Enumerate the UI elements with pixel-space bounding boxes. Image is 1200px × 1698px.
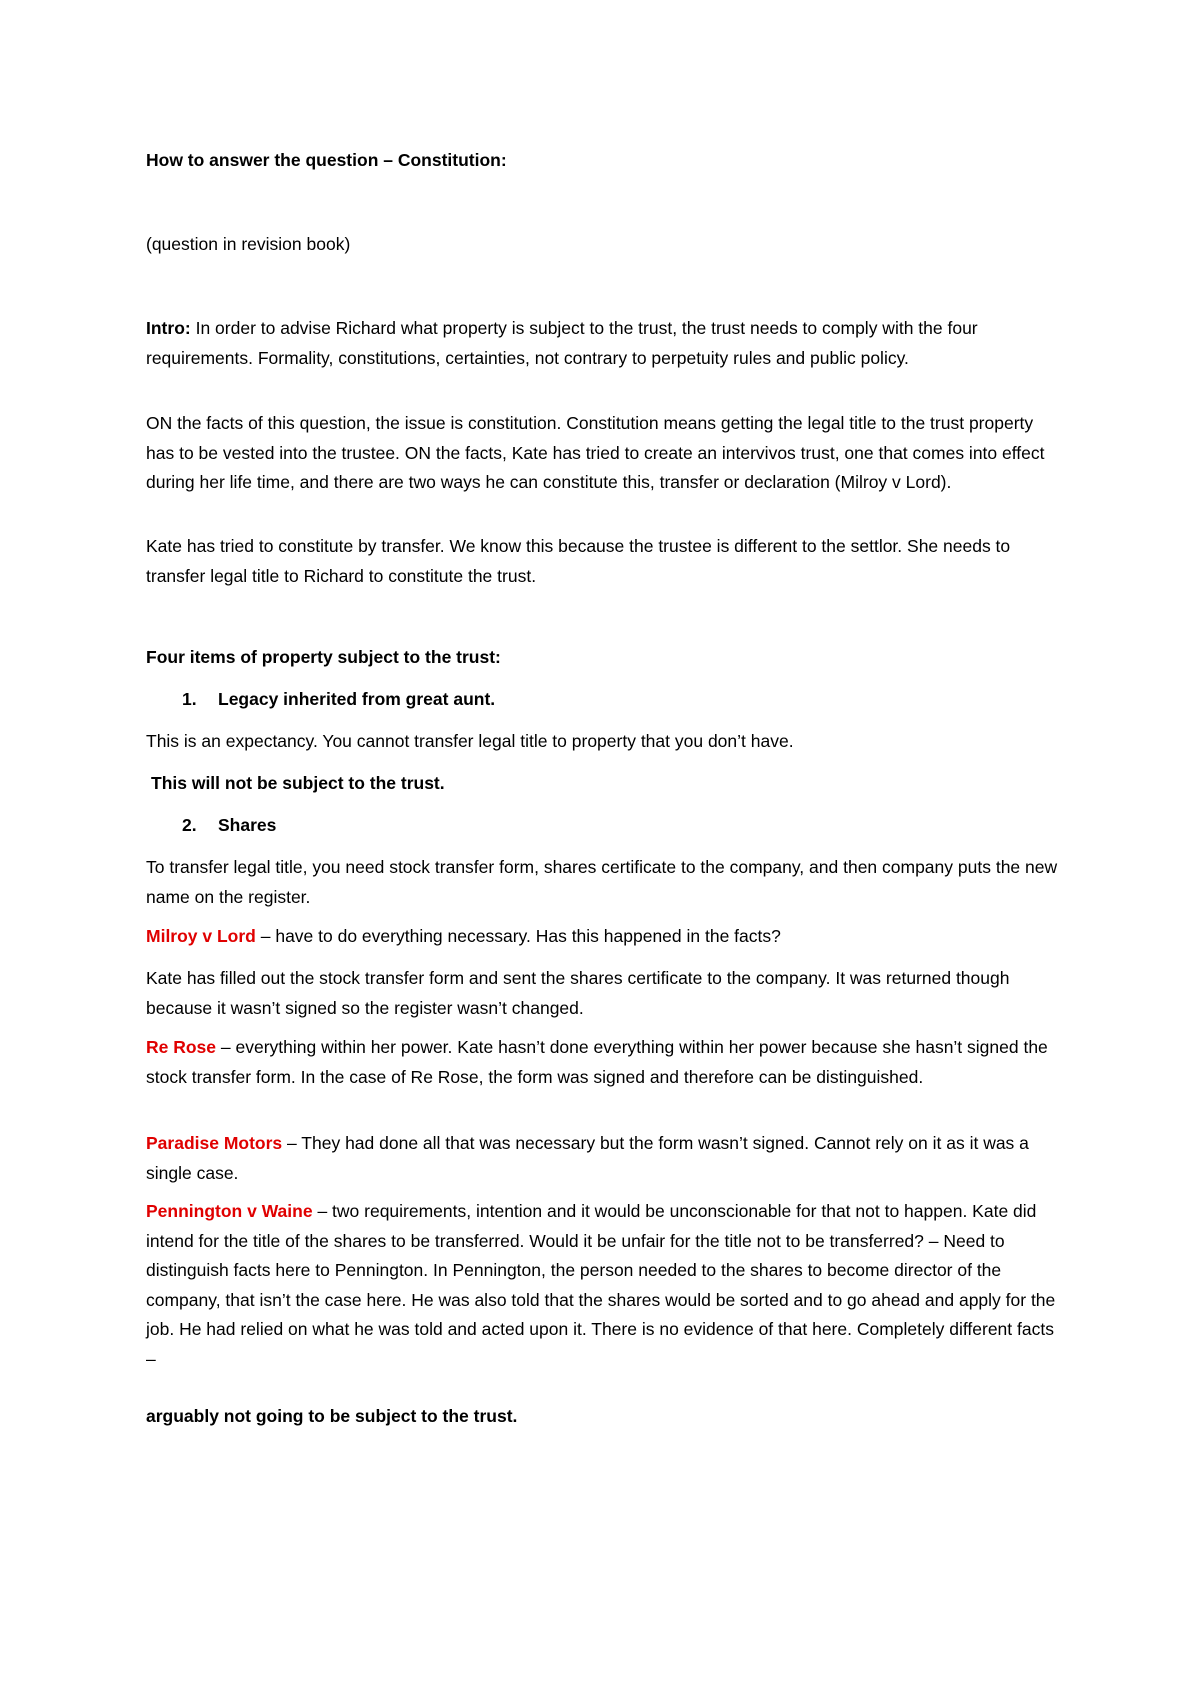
milroy-case-name: Milroy v Lord: [146, 926, 256, 946]
item2-text: To transfer legal title, you need stock transfer form, shares certificate to the company, and then company puts the new name on the register.: [146, 857, 1058, 907]
four-items-heading: Four items of property subject to the trust:: [146, 647, 501, 667]
item2-conclusion: arguably not going to be subject to the trust.: [146, 1406, 518, 1426]
item1-text: This is an expectancy. You cannot transfer legal title to property that you don’t have.: [146, 731, 794, 751]
document-subheading: (question in revision book): [146, 234, 351, 254]
item2-number: 2.: [182, 815, 197, 835]
item1-conclusion: This will not be subject to the trust.: [151, 773, 445, 793]
item1-title: Legacy inherited from great aunt.: [218, 689, 496, 709]
kate-filled-paragraph: Kate has filled out the stock transfer form and sent the shares certificate to the company. It was returned though because it wasn’t signed so the register wasn’t changed.: [146, 968, 1010, 1018]
kate-transfer-paragraph: Kate has tried to constitute by transfer. We know this because the trustee is different to the settlor. She needs to transfer legal title to Richard to constitute the trust.: [146, 536, 1011, 586]
rerose-case-name: Re Rose: [146, 1037, 217, 1057]
item2-title: Shares: [218, 815, 277, 835]
document-heading: How to answer the question – Constitution:: [146, 150, 507, 170]
intro-paragraph: [146, 314, 1066, 373]
milroy-text: – have to do everything necessary. Has this happened in the facts?: [255, 926, 781, 946]
pennington-case-name: Pennington v Waine: [146, 1201, 313, 1221]
item2-heading: [146, 811, 1066, 841]
item1-number: 1.: [182, 689, 197, 709]
paradise-case-name: Paradise Motors: [146, 1133, 283, 1153]
on-facts-paragraph: ON the facts of this question, the issue is constitution. Constitution means getting the legal title to the trust property has to be vested into the trustee. ON the facts, Kate has tried to create an intervivos trust, one that comes into effect during her life time, and there are two ways he can constitute this, transfer or declaration (Milroy v Lord).: [146, 413, 1045, 492]
pennington-text: – two requirements, intention and it would be unconscionable for that not to happen. Kate did intend for the title of the shares to be transferred. Would it be unfair for the title not to be transferred? – Need to distinguish facts here to Pennington. In Pennington, the person needed to the shares to become director of the company, that isn’t the case here. He was also told that the shares would be sorted and to go ahead and apply for the job. He had relied on what he was told and acted upon it. There is no evidence of that here. Completely different facts –: [146, 1201, 1056, 1369]
intro-text: In order to advise Richard what property is subject to the trust, the trust needs to comply with the four requirements. Formality, constitutions, certainties, not contrary to perpetuity rules and public policy.: [146, 318, 978, 368]
milroy-paragraph: [146, 922, 1066, 952]
intro-label: Intro:: [146, 318, 191, 338]
rerose-paragraph: [146, 1033, 1066, 1092]
pennington-paragraph: [146, 1197, 1066, 1374]
rerose-text: – everything within her power. Kate hasn’t done everything within her power because she hasn’t signed the stock transfer form. In the case of Re Rose, the form was signed and therefore can be distinguished.: [146, 1037, 1048, 1087]
paradise-text: – They had done all that was necessary but the form wasn’t signed. Cannot rely on it as it was a single case.: [146, 1133, 1029, 1183]
item1-heading: [146, 685, 1066, 715]
paradise-paragraph: [146, 1129, 1066, 1188]
